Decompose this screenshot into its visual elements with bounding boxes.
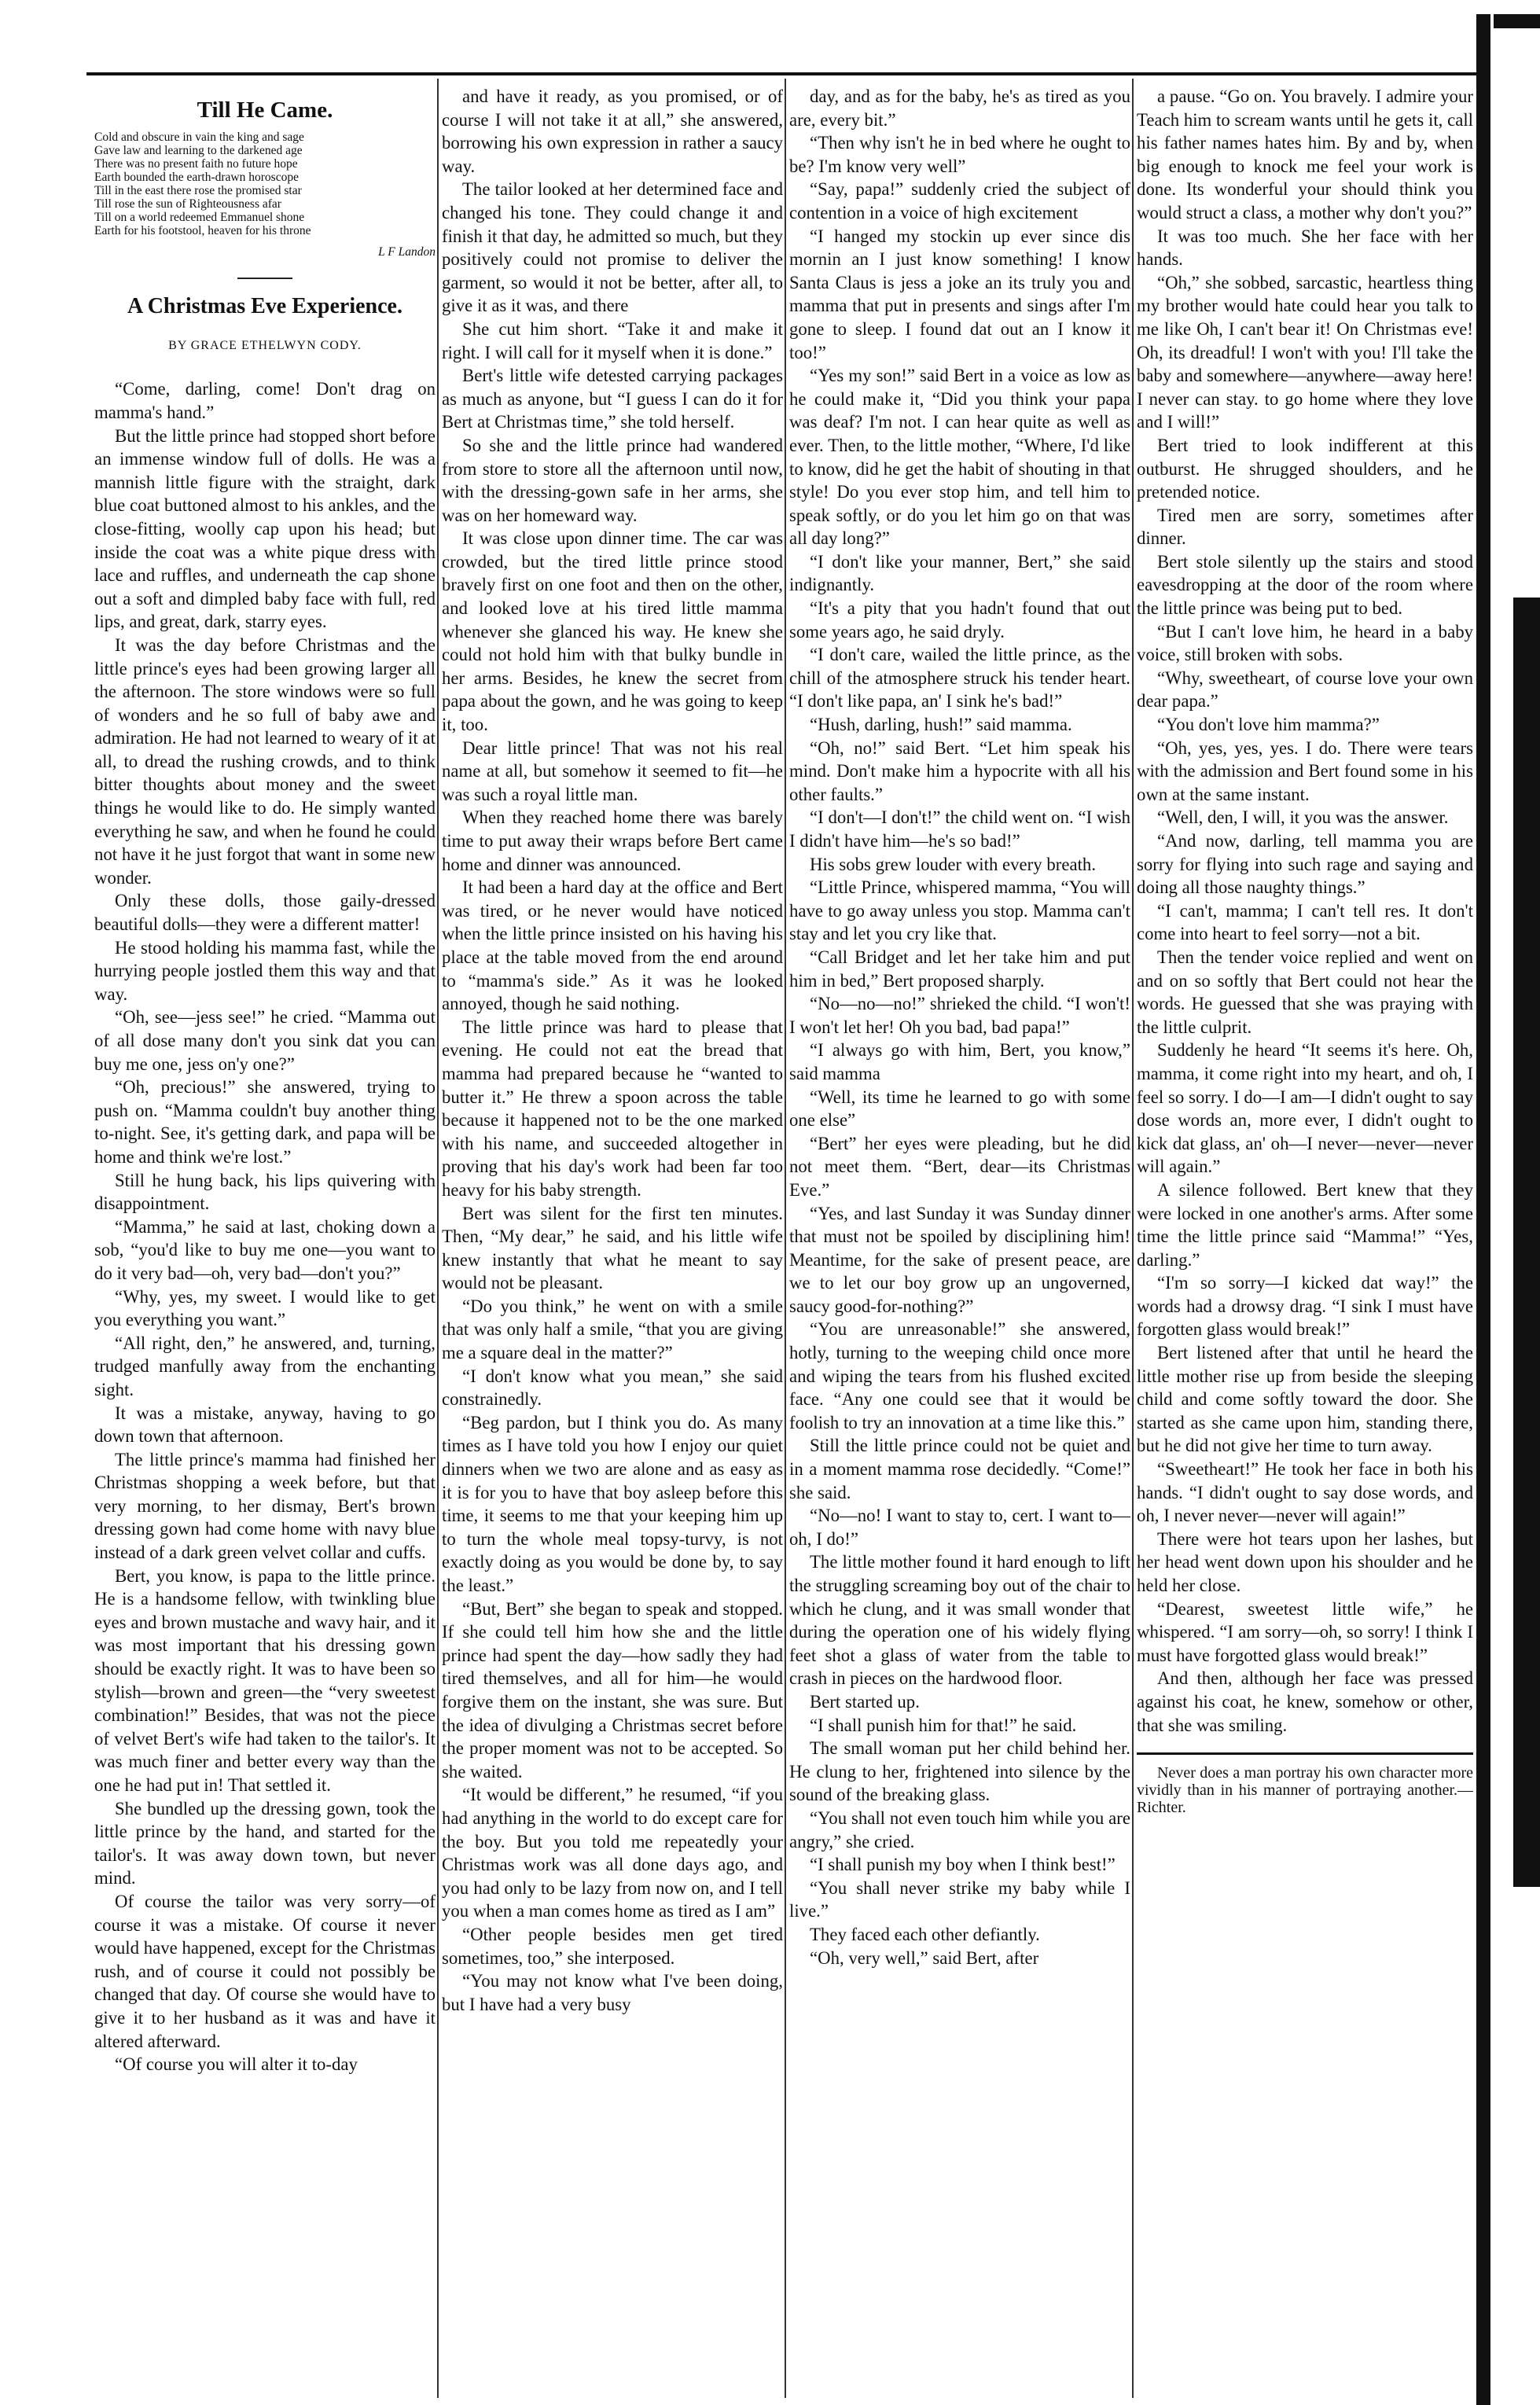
scan-edge-right — [1513, 598, 1540, 1887]
paragraph: “It's a pity that you hadn't found that out some years ago, he said dryly. — [789, 598, 1130, 642]
paragraph: She cut him short. “Take it and make it right. I will call for it myself when it is done.” — [442, 318, 783, 362]
paragraph: “Well, den, I will, it you was the answer. — [1157, 807, 1449, 828]
paragraph: They faced each other defiantly. — [810, 1924, 1040, 1944]
scan-edge-bar — [1476, 14, 1490, 2405]
paragraph: The tailor looked at her determined face and changed his tone. They could change it and finish it that day, he admitted so much, but they positively could not promise to deliver the garment, so would it not be better, after all, to give it as it was, and there — [442, 179, 783, 316]
poem-title: Till He Came. — [197, 97, 333, 123]
paragraph: Bert listened after that until he heard the little mother rise up from beside the sleeping child and come softly toward the door. She started as she came upon him, standing there, but he did not give her time to turn away. — [1137, 1343, 1473, 1456]
paragraph: “I shall punish him for that!” he said. — [810, 1715, 1077, 1735]
paragraph: “Well, its time he learned to go with some one else” — [789, 1087, 1130, 1131]
paragraph: “Yes my son!” said Bert in a voice as low as he could make it, “Did you think your papa was deaf? I'm not. I can hear quite as well as ever. Then, to the little mother, “Where, I'd like to know, did he get the habit of shouting in that style! Do you ever stop him, and tell him to speak softly, or do you let him go on that was all day long?” — [789, 366, 1130, 549]
paragraph: The little prince's mamma had finished her Christmas shopping a week before, but that very morning, to her dismay, Bert's brown dressing gown had come home with navy blue instead of a dark green velvet collar and cuffs. — [94, 1449, 436, 1563]
paragraph: “Dearest, sweetest little wife,” he whispered. “I am sorry—oh, so sorry! I think I must have forgotted glass would break!” — [1137, 1598, 1473, 1665]
paragraph: “Little Prince, whispered mamma, “You will have to go away unless you stop. Mamma can't stay and let you cry like that. — [789, 877, 1130, 944]
poem-line: Earth for his footstool, heaven for his throne — [94, 223, 311, 237]
paragraph: “I can't, mamma; I can't tell res. It don't come into heart to feel sorry—not a bit. — [1137, 900, 1473, 944]
end-rule — [1137, 1752, 1473, 1755]
paragraph: “Why, yes, my sweet. I would like to get you everything you want.” — [94, 1286, 436, 1330]
paragraph: A silence followed. Bert knew that they were locked in one another's arms. After some time the little prince said “Mamma!” “Yes, darling.” — [1137, 1179, 1473, 1270]
column-2-text — [442, 85, 783, 2016]
paragraph: “Say, papa!” suddenly cried the subject of contention in a voice of high excitement — [789, 179, 1130, 222]
paragraph: “Oh, yes, yes, yes. I do. There were tears with the admission and Bert found some in his own at the same instant. — [1137, 737, 1473, 804]
paragraph: Tired men are sorry, sometimes after dinner. — [1137, 505, 1473, 549]
paragraph: The little mother found it hard enough to lift the struggling screaming boy out of the chair to which he clung, and it was small wonder that during the operation one of his widely flying feet shot a glass of water from the table to crash in pieces on the hardwood floor. — [789, 1552, 1130, 1689]
paragraph: “Oh, precious!” she answered, trying to push on. “Mamma couldn't buy another thing to-night. See, it's getting dark, and papa will be home and think we're lost.” — [94, 1077, 436, 1167]
closing-quote: Never does a man portray his own character more vividly than in his manner of portraying another.—Richter. — [1137, 1764, 1473, 1817]
poem-line: Till rose the sun of Righteousness afar — [94, 197, 281, 211]
paragraph: “I don't like your manner, Bert,” she said indignantly. — [789, 551, 1130, 595]
paragraph: “It would be different,” he resumed, “if you had anything in the world to do except care for the boy. But you told me repeatedly your Christmas work was all done days ago, and you had only to be lazy from now on, and I tell you when a man comes home as tired as I am” — [442, 1785, 783, 1921]
paragraph: “Mamma,” he said at last, choking down a sob, “you'd like to buy me one—you want to do it very bad—oh, very bad—don't you?” — [94, 1216, 436, 1283]
paragraph: “You are unreasonable!” she answered, hotly, turning to the weeping child once more and wiping the tears from his flushed excited face. “Any one could see that it would be foolish to try an innovation at a time like this.” — [789, 1319, 1130, 1432]
poem-line: Earth bounded the earth-drawn horoscope — [94, 170, 299, 184]
poem-author: L F Landon — [378, 245, 436, 259]
paragraph: There were hot tears upon her lashes, but her head went down upon his shoulder and he held her close. — [1137, 1528, 1473, 1595]
paragraph: “Oh, see—jess see!” he cried. “Mamma out of all dose many don't you sink dat you can buy me one, jess on'y one?” — [94, 1007, 436, 1074]
column-1 — [94, 85, 436, 2396]
paragraph: “I always go with him, Bert, you know,” said mamma — [789, 1040, 1130, 1083]
poem-line: Till in the east there rose the promised star — [94, 183, 302, 197]
column-3 — [789, 85, 1130, 2396]
paragraph: She bundled up the dressing gown, took the little prince by the hand, and started for the tailor's. It was away down town, but never mind. — [94, 1798, 436, 1888]
paragraph: “Come, darling, come! Don't drag on mamma's hand.” — [94, 379, 436, 422]
paragraph: Only these dolls, those gaily-dressed beautiful dolls—they were a different matter! — [94, 891, 436, 935]
paragraph: “Oh,” she sobbed, sarcastic, heartless thing my brother would hate could hear you talk to me like Oh, I can't bear it! On Christmas eve! Oh, its dreadful! I won't with you! I'll take the baby and somewhere—anywhere—away here! I never can stay. to go home where they love and I will!” — [1137, 272, 1473, 432]
story-title: A Christmas Eve Experience. — [127, 294, 402, 319]
paragraph: Then the tender voice replied and went on and on so softly that Bert could not hear the words. He guessed that she was praying with the little culprit. — [1137, 947, 1473, 1037]
scan-edge-top — [1494, 14, 1540, 28]
column-4 — [1137, 85, 1473, 2396]
paragraph: “You shall not even touch him while you are angry,” she cried. — [789, 1807, 1130, 1852]
column-1-text — [94, 377, 436, 2076]
poem-line: Gave law and learning to the darkened age — [94, 143, 303, 157]
paragraph: “Yes, and last Sunday it was Sunday dinner that must not be spoiled by disciplining him! Meantime, for the sake of present peace, are we to let our boy grow up an ungoverned, saucy good-for-nothing?” — [789, 1203, 1130, 1316]
paragraph: “Sweetheart!” He took her face in both his hands. “I didn't ought to say dose words, and oh, I never never—never will again!” — [1137, 1459, 1473, 1526]
paragraph: It was the day before Christmas and the little prince's eyes had been growing larger all the afternoon. The store windows were so full of wonders and he so full of baby awe and admiration. He had not learned to weary of it at all, to dread the rushing crowds, and to think bitter thoughts about money and the sweet things he would like to do. He simply wanted everything he saw, and when he found he could not have it he just forgot that want in some new wonder. — [94, 634, 436, 888]
paragraph: “I don't care, wailed the little prince, as the chill of the atmosphere struck his tender heart. “I don't like papa, an' I sink he's bad!” — [789, 645, 1130, 712]
paragraph: “You may not know what I've been doing, but I have had a very busy — [442, 1971, 783, 2014]
paragraph: “I shall punish my boy when I think best!” — [810, 1855, 1115, 1875]
paragraph: “Oh, no!” said Bert. “Let him speak his mind. Don't make him a hypocrite with all his other faults.” — [789, 737, 1130, 804]
paragraph: But the little prince had stopped short before an immense window full of dolls. He was a mannish little figure with the straight, dark blue coat buttoned almost to his ankles, and the close-fitting, woolly cap upon his head; but inside the coat was a white pique dress with lace and ruffles, and underneath the cap shone out a soft and dimpled baby face with full, red lips, and great, dark, starry eyes. — [94, 425, 436, 632]
paragraph: Of course the tailor was very sorry—of course it was a mistake. Of course it never would have happened, except for the Christmas rush, and of course it could not possibly be changed that day. Of course she would have to give it to her husband as it was and have it altered afterward. — [94, 1891, 436, 2051]
paragraph: Still he hung back, his lips quivering with disappointment. — [94, 1170, 436, 1214]
paragraph: “Bert” her eyes were pleading, but he did not meet them. “Bert, dear—its Christmas Eve.” — [789, 1133, 1130, 1200]
column-2 — [442, 85, 783, 2396]
column-rule — [437, 79, 439, 2398]
paragraph: “I don't know what you mean,” she said constrainedly. — [442, 1366, 783, 1410]
paragraph: Bert was silent for the first ten minutes. Then, “My dear,” he said, and his little wife knew instantly that what he meant to say would not be pleasant. — [442, 1203, 783, 1293]
paragraph: Bert's little wife detested carrying packages as much as anyone, but “I guess I can do it for Bert at Christmas time,” she told herself. — [442, 366, 783, 432]
paragraph: It had been a hard day at the office and Bert was tired, or he never would have noticed when the little prince insisted on his having his place at the table moved from the end around to “mamma's side.” As it was he looked annoyed, though he said nothing. — [442, 877, 783, 1014]
paragraph: “You don't love him mamma?” — [1157, 715, 1380, 735]
story-byline: BY GRACE ETHELWYN CODY. — [168, 338, 362, 352]
paragraph: It was close upon dinner time. The car was crowded, but the tired little prince stood bravely first on one foot and then on the other, and looked love at his tired little mamma whenever she glanced his way. He knew she could not hold him with that bulky bundle in her arms. Besides, he knew the secret from papa about the gown, and he was going to keep it, too. — [442, 528, 783, 735]
paragraph: It was a mistake, anyway, having to go down town that afternoon. — [94, 1403, 436, 1447]
paragraph: “Then why isn't he in bed where he ought to be? I'm know very well” — [789, 133, 1130, 176]
poem-line: There was no present faith no future hope — [94, 156, 298, 171]
paragraph: He stood holding his mamma fast, while the hurrying people jostled them this way and that way. — [94, 937, 436, 1004]
section-divider — [237, 278, 292, 279]
paragraph: “All right, den,” he answered, and, turning, trudged manfully away from the enchanting sight. — [94, 1333, 436, 1399]
paragraph: It was too much. She her face with her hands. — [1137, 226, 1473, 270]
paragraph: “Do you think,” he went on with a smile that was only half a smile, “that you are giving me a square deal in the matter?” — [442, 1296, 783, 1363]
paragraph: “And now, darling, tell mamma you are sorry for flying into such rage and saying and doing all those naughty things.” — [1137, 831, 1473, 898]
poem-line: Till on a world redeemed Emmanuel shone — [94, 210, 305, 224]
paragraph: Still the little prince could not be quiet and in a moment mamma rose decidedly. “Come!” she said. — [789, 1436, 1130, 1502]
paragraph: and have it ready, as you promised, or of course I will not take it at all,” she answered, borrowing his own expression in rather a saucy way. — [442, 86, 783, 176]
paragraph: Bert started up. — [810, 1691, 920, 1712]
paragraph: “Why, sweetheart, of course love your own dear papa.” — [1137, 667, 1473, 712]
paragraph: Bert tried to look indifferent at this outburst. He shrugged shoulders, and he pretended notice. — [1137, 435, 1473, 502]
column-4-text — [1137, 85, 1473, 1737]
paragraph: “Beg pardon, but I think you do. As many times as I have told you how I enjoy our quiet dinners when we two are alone and as easy as it is for you to have that boy asleep before this time, it seems to me that your keeping him up to turn the whole meal topsy-turvy, is not exactly doing as you would be done by, to say the least.” — [442, 1412, 783, 1595]
paragraph: day, and as for the baby, he's as tired as you are, every bit.” — [789, 86, 1130, 130]
paragraph: “I don't—I don't!” the child went on. “I wish I didn't have him—he's so bad!” — [789, 807, 1130, 851]
paragraph: “But I can't love him, he heard in a baby voice, still broken with sobs. — [1137, 621, 1473, 665]
paragraph: “I hanged my stockin up ever since dis mornin an I just know something! I know Santa Claus is jess a joke an its truly you and mamma that put in presents and sings after I'm gone to sleep. I found dat out an I know it too!” — [789, 226, 1130, 362]
paragraph: a pause. “Go on. You bravely. I admire your Teach him to scream wants until he gets it, call his father names hates him. By and by, when big enough to knock me feel your work is done. Its wonderful your should think you would struct a class, a mother why don't you?” — [1137, 86, 1473, 222]
paragraph: The small woman put her child behind her. He clung to her, frightened into silence by the sound of the breaking glass. — [789, 1738, 1130, 1805]
paragraph: Dear little prince! That was not his real name at all, but somehow it seemed to fit—he was such a royal little man. — [442, 737, 783, 804]
paragraph: “Call Bridget and let her take him and put him in bed,” Bert proposed sharply. — [789, 947, 1130, 991]
paragraph: “Hush, darling, hush!” said mamma. — [810, 715, 1072, 735]
paragraph: “You shall never strike my baby while I live.” — [789, 1877, 1130, 1921]
column-rule — [1132, 79, 1134, 2398]
paragraph: Suddenly he heard “It seems it's here. Oh, mamma, it come right into my heart, and oh, I feel so sorry. I do—I am—I didn't ought to say dose words an, more ever, I didn't ought to kick dat glass, an' oh—I never—never—never will again.” — [1137, 1040, 1473, 1177]
paragraph: Bert stole silently up the stairs and stood eavesdropping at the door of the room where the little prince was being put to bed. — [1137, 551, 1473, 619]
paragraph: So she and the little prince had wandered from store to store all the afternoon until now, with the dressing-gown safe in her arms, she was on her homeward way. — [442, 435, 783, 525]
paragraph: “Oh, very well,” said Bert, after — [810, 1947, 1039, 1968]
paragraph: And then, although her face was pressed against his coat, he knew, somehow or other, that she was smiling. — [1137, 1668, 1473, 1735]
paragraph: Bert, you know, is papa to the little prince. He is a handsome fellow, with twinkling blue eyes and brown mustache and wavy hair, and it was most important that his dressing gown should be exactly right. It was to have been so stylish—brown and green—the “very sweetest combination!” Besides, that was not the piece of velvet Bert's wife had taken to the tailor's. It was much finer and better every way than the one he had put in! That settled it. — [94, 1565, 436, 1795]
column-3-text — [789, 85, 1130, 1969]
paragraph: His sobs grew louder with every breath. — [810, 854, 1097, 874]
paragraph: “Of course you will alter it to-day — [115, 2054, 358, 2075]
top-rule — [86, 72, 1478, 75]
paragraph: The little prince was hard to please that evening. He could not eat the bread that mamma had prepared because he “wanted to butter it.” He threw a spoon across the table because it happened not to be the one marked with his name, and succeeded altogether in proving that his day's work had been far too heavy for his baby strength. — [442, 1017, 783, 1200]
paragraph: “I'm so sorry—I kicked dat way!” the words had a drowsy drag. “I sink I must have forgotten glass would break!” — [1137, 1273, 1473, 1340]
paragraph: When they reached home there was barely time to put away their wraps before Bert came home and dinner was announced. — [442, 807, 783, 874]
poem-body — [94, 131, 436, 237]
paragraph: “Other people besides men get tired sometimes, too,” she interposed. — [442, 1924, 783, 1968]
column-rule — [785, 79, 786, 2398]
paragraph: “But, Bert” she began to speak and stopped. If she could tell him how she and the little prince had spent the day—how sadly they had tired themselves, and all for him—he would forgive them on the instant, she was sure. But the idea of divulging a Christmas secret before the proper moment was not to be accepted. So she waited. — [442, 1598, 783, 1782]
paragraph: “No—no! I want to stay to, cert. I want to—oh, I do!” — [789, 1506, 1130, 1549]
poem-line: Cold and obscure in vain the king and sage — [94, 130, 304, 144]
paragraph: “No—no—no!” shrieked the child. “I won't! I won't let her! Oh you bad, bad papa!” — [789, 994, 1130, 1037]
